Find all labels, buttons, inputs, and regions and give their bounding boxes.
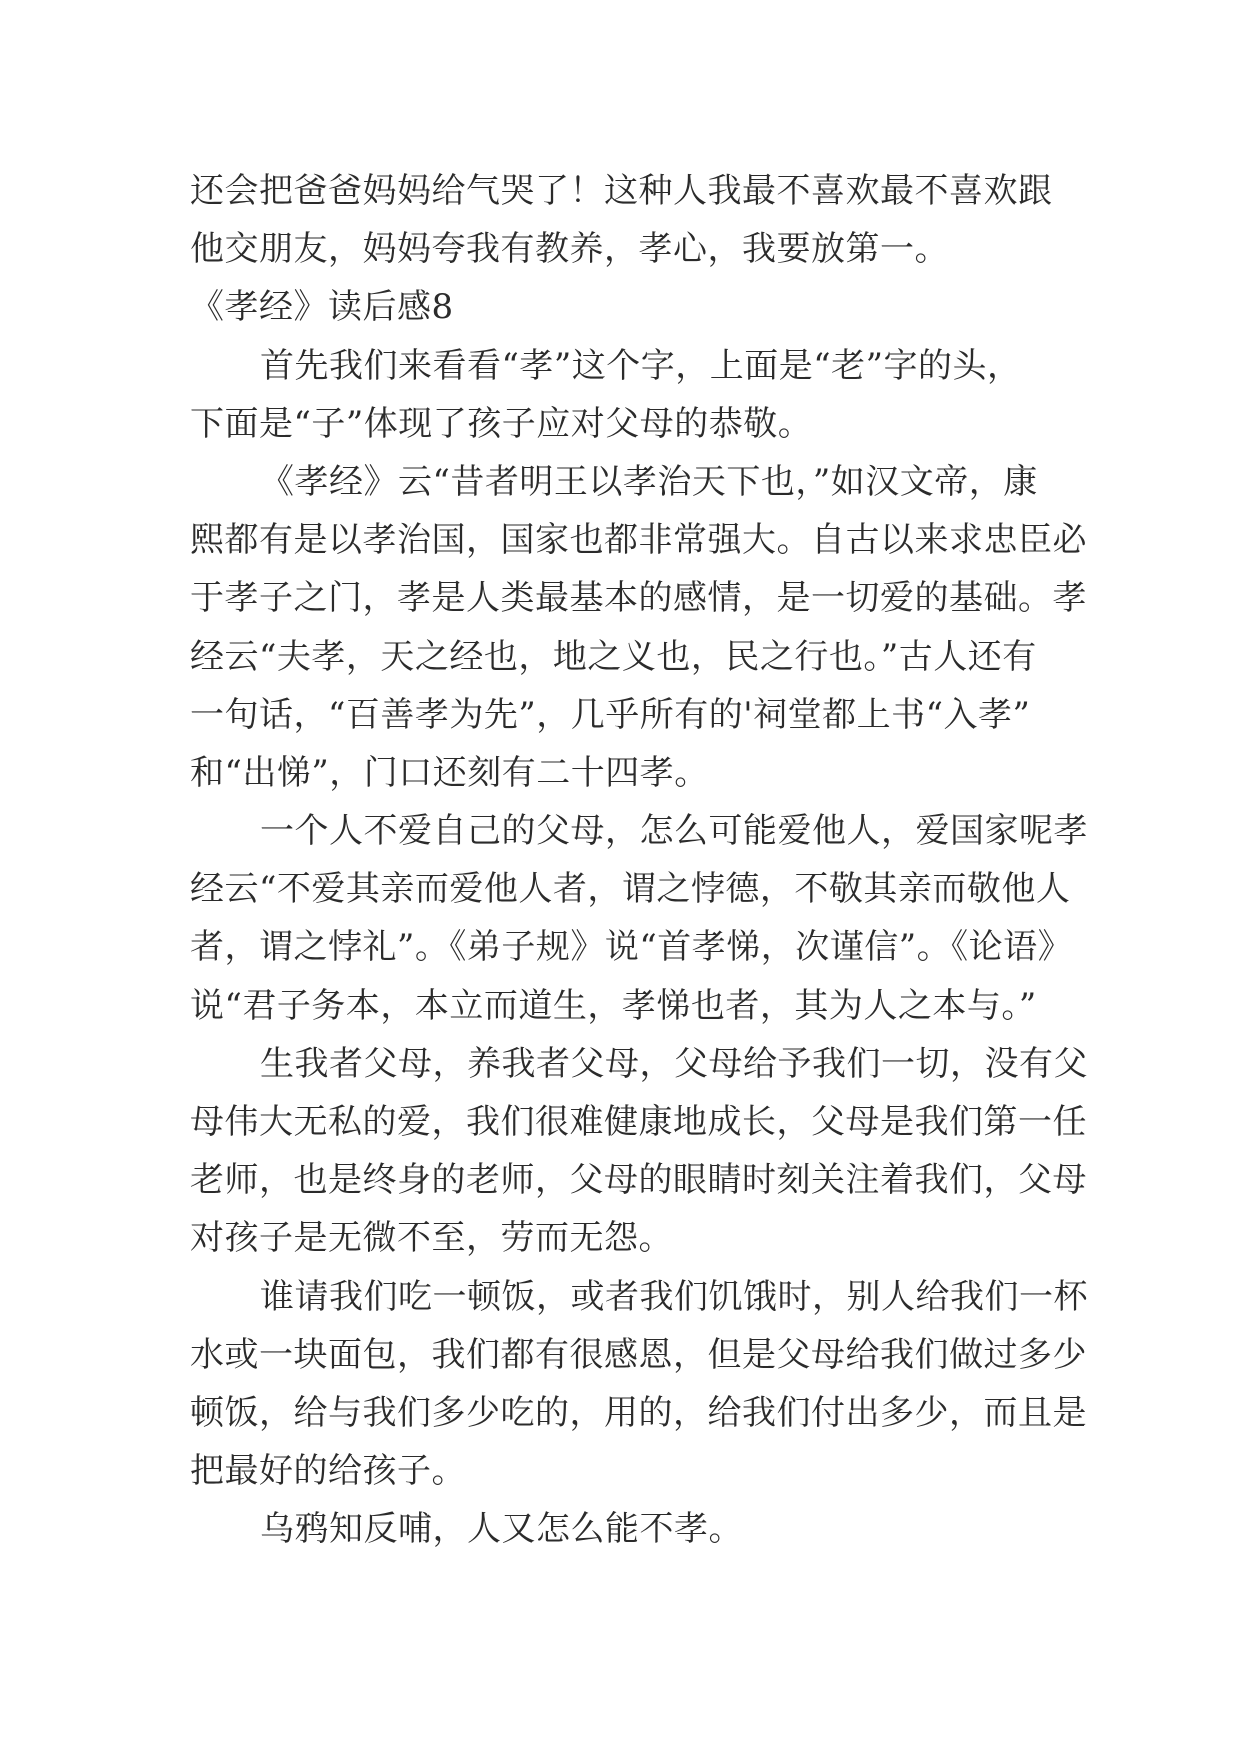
text-line: 和“出悌”，门口还刻有二十四孝。 [190, 752, 709, 793]
paragraph-first-line: 生我者父母，养我者父母，父母给予我们一切，没有父 [260, 1043, 1088, 1084]
paragraph-first-line: 首先我们来看看“孝”这个字，上面是“老”字的头， [260, 345, 1022, 386]
text-line: 还会把爸爸妈妈给气哭了！这种人我最不喜欢最不喜欢跟 [190, 171, 1053, 211]
document-body [190, 162, 1088, 1559]
text-line: 把最好的给孩子。 [190, 1451, 466, 1492]
paragraph-first-line: 乌鸦知反哺，人又怎么能不孝。 [260, 1509, 743, 1550]
text-line: 他交朋友，妈妈夸我有教养，孝心，我要放第一。 [190, 229, 949, 270]
section-heading: 《孝经》读后感8 [190, 287, 454, 328]
text-line: 母伟大无私的爱，我们很难健康地成长，父母是我们第一任 [190, 1102, 1087, 1142]
text-line: 下面是“子”体现了孩子应对父母的恭敬。 [190, 403, 813, 444]
paragraph-first-line: 谁请我们吃一顿饭，或者我们饥饿时，别人给我们一杯 [260, 1276, 1088, 1317]
text-line: 者，谓之悖礼”。《弟子规》说“首孝悌，次谨信”。《论语》 [190, 927, 1073, 968]
text-line: 熙都有是以孝治国，国家也都非常强大。自古以来求忠臣必 [190, 520, 1087, 561]
text-line: 于孝子之门，孝是人类最基本的感情，是一切爱的基础。孝 [190, 578, 1087, 619]
text-line: 对孩子是无微不至，劳而无怨。 [190, 1218, 673, 1259]
text-line: 老师，也是终身的老师，父母的眼睛时刻关注着我们，父母 [190, 1160, 1087, 1201]
text-line: 一句话，“百善孝为先”，几乎所有的'祠堂都上书“入孝” [190, 694, 1031, 735]
text-line: 水或一块面包，我们都有很感恩，但是父母给我们做过多少 [190, 1334, 1087, 1375]
paragraph-first-line: 一个人不爱自己的父母，怎么可能爱他人，爱国家呢孝 [260, 811, 1088, 852]
text-line: 经云“夫孝，天之经也，地之义也，民之行也。”古人还有 [190, 636, 1037, 677]
text-line: 经云“不爱其亲而爱他人者，谓之悖德，不敬其亲而敬他人 [190, 869, 1071, 910]
text-line: 说“君子务本，本立而道生，孝悌也者，其为人之本与。” [190, 985, 1037, 1026]
text-line: 顿饭，给与我们多少吃的，用的，给我们付出多少，而且是 [190, 1392, 1087, 1433]
paragraph-first-line: 《孝经》云“昔者明王以孝治天下也，”如汉文帝，康 [260, 461, 1038, 502]
